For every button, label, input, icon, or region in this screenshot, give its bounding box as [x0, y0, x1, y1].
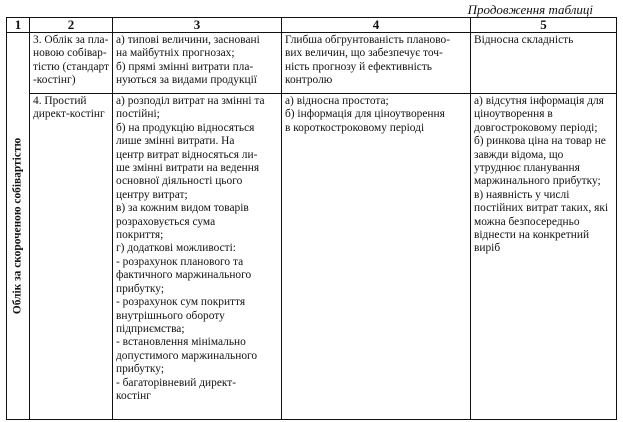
cell-text-line: фактичного маржинального: [116, 269, 252, 282]
costing-methods-table: [6, 17, 617, 420]
side-category-label: Облік за скороченою собівартістю: [11, 137, 24, 315]
cell-text-line: - багаторівневий директ-: [116, 376, 237, 389]
cell-text-line: б) прямі змінні витрати пла-: [116, 60, 254, 73]
side-category-cell: [7, 33, 30, 420]
cell-text-line: -костінг): [33, 74, 76, 87]
cell-text-line: - встановлення мінімально: [116, 336, 246, 349]
cell-text-line: можна безпосередньо: [474, 215, 580, 228]
disadvantages-cell: [471, 33, 617, 94]
cell-text-line: внутрішнього обороту: [116, 309, 225, 322]
cell-text-line: в) наявність у числі: [474, 188, 570, 201]
cell-text-line: директ-костінг: [33, 108, 105, 121]
cell-text-line: постійних витрат таких, які: [474, 202, 609, 215]
table-continuation-caption: Продовження таблиці: [467, 2, 593, 17]
cell-text-line: костінг: [116, 389, 151, 402]
table-row: [7, 33, 617, 94]
cell-text-line: в) за кожним видом товарів: [116, 202, 249, 215]
header-col-4: 4: [282, 18, 471, 33]
cell-text-line: - розрахунок сум покриття: [116, 296, 246, 309]
header-col-3: 3: [113, 18, 282, 33]
cell-text-line: новою собівар-: [33, 47, 107, 60]
cell-text-line: тістю (стандарт: [33, 60, 110, 73]
cell-text-line: маржинального прибутку;: [474, 175, 601, 188]
disadvantages-cell: [471, 94, 617, 420]
cell-text-line: прибутку;: [116, 282, 165, 295]
cell-text-line: 4. Простий: [33, 95, 87, 107]
cell-text-line: б) інформація для ціноутворення: [285, 108, 445, 121]
cell-text-line: а) типові величини, засновані: [116, 34, 260, 46]
cell-text-line: в короткостроковому періоді: [285, 121, 425, 134]
cell-text-line: - розрахунок планового та: [116, 255, 244, 268]
cell-text-line: ціноутворення в: [474, 108, 553, 121]
cell-text-line: контролю: [285, 74, 333, 87]
header-col-2: 2: [30, 18, 113, 33]
features-cell: [113, 94, 282, 420]
method-cell: [30, 94, 113, 420]
cell-text-line: а) розподіл витрат на змінні та: [116, 95, 265, 107]
cell-text-line: ше змінні витрати на ведення: [116, 162, 260, 175]
cell-text-line: а) відсутня інформація для: [474, 95, 604, 107]
cell-text-line: завжди відома, що: [474, 148, 564, 161]
cell-text-line: лише змінні витрати. На: [116, 135, 235, 148]
table-row: [7, 94, 617, 420]
cell-text-line: підприємства;: [116, 322, 185, 335]
cell-text-line: розраховується сума: [116, 215, 216, 228]
cell-text-line: віднести на конкретний: [474, 229, 590, 242]
cell-text-line: б) на продукцію відносяться: [116, 121, 255, 134]
advantages-cell: [282, 33, 471, 94]
cell-text-line: г) додаткові можливості:: [116, 242, 236, 255]
advantages-cell: [282, 94, 471, 420]
cell-text-line: покриття;: [116, 229, 164, 242]
cell-text-line: на майбутніх прогнозах;: [116, 47, 235, 60]
cell-text-line: центру витрат;: [116, 188, 188, 201]
cell-text-line: 3. Облік за пла-: [33, 34, 109, 46]
cell-text-line: довгостроковому періоді;: [474, 121, 598, 134]
cell-text-line: постійні;: [116, 108, 160, 121]
cell-text-line: виріб: [474, 242, 501, 255]
cell-text-line: нуються за видами продукції: [116, 74, 257, 87]
features-cell: [113, 33, 282, 94]
cell-text-line: допустимого маржинального: [116, 349, 258, 362]
cell-text-line: б) ринкова ціна на товар не: [474, 135, 606, 148]
cell-text-line: а) відносна простота;: [285, 95, 389, 107]
header-col-1: 1: [7, 18, 30, 33]
method-cell: [30, 33, 113, 94]
cell-text-line: вих величин, що забезпечує точ-: [285, 47, 443, 60]
header-col-5: 5: [471, 18, 617, 33]
cell-text-line: Глибша обгрунтованість планово-: [285, 34, 451, 46]
cell-text-line: утруднює планування: [474, 162, 580, 175]
cell-text-line: ність прогнозу й ефективність: [285, 60, 432, 73]
cell-text-line: Відносна складність: [474, 34, 574, 46]
cell-text-line: основної діяльності цього: [116, 175, 243, 188]
cell-text-line: прибутку;: [116, 363, 165, 376]
cell-text-line: центр витрат відносяться ли-: [116, 148, 258, 161]
table-header-row: [7, 18, 617, 33]
